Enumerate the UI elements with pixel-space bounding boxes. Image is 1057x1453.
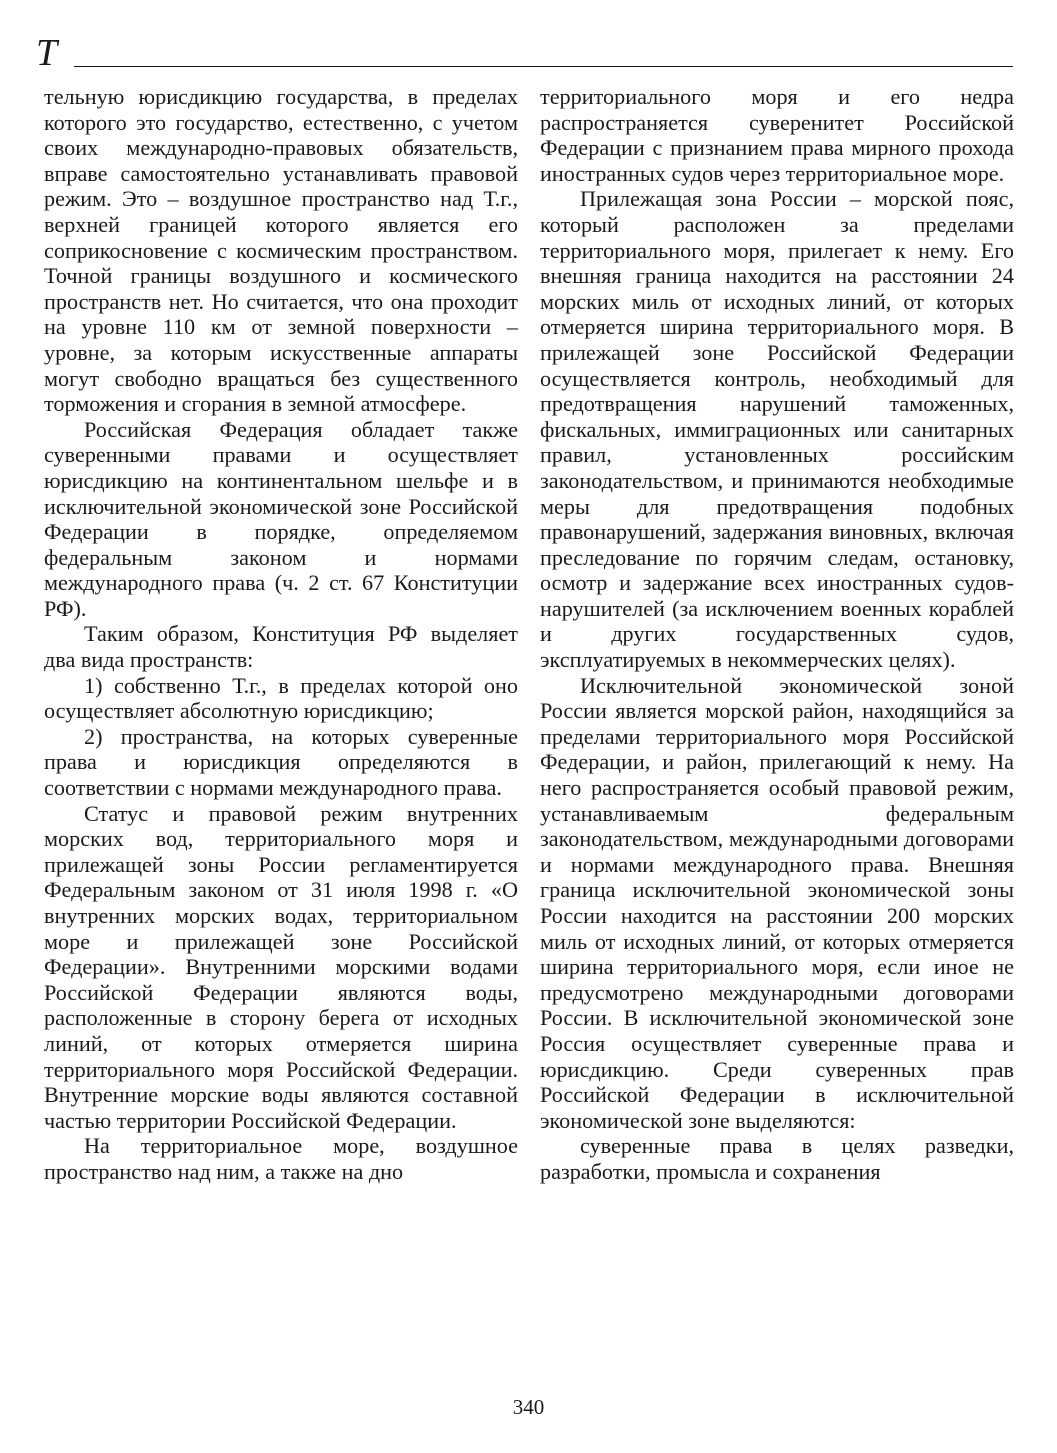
running-header-letter: Т bbox=[36, 32, 58, 74]
list-item: 1) собственно Т.г., в пределах которой оно осуществляет абсолютную юрисдикцию; bbox=[44, 672, 518, 724]
paragraph: суверенные права в целях разведки, разработки, промысла и сохранения bbox=[540, 1133, 1014, 1184]
paragraph: Статус и правовой режим внутренних морских вод, территориального моря и прилежащей зоны России регламентируется Федеральным законом от 31 июля 1998 г. «О внутренних морских водах, территориальном море и прилежащей зоне Российской Федерации». Внутренними морскими водами Российской Федерации являются воды, расположенные в сторону берега от исходных линий, от которых отмеряется ширина территориального моря Российской Федерации. Внутренние морские воды являются составной частью территории Российской Федерации. bbox=[44, 800, 518, 1133]
paragraph: На территориальное море, воздушное пространство над ним, а также на дно bbox=[44, 1133, 518, 1184]
paragraph: территориального моря и его недра распространяется суверенитет Российской Федерации с признанием права мирного прохода иностранных судов через территориальное море. bbox=[540, 84, 1014, 186]
paragraph: Исключительной экономической зоной России является морской район, находящийся за пределами территориального моря Российской Федерации, и район, прилегающий к нему. На него распространяется особый правовой режим, устанавливаемым федеральным законодательством, международными договорами и нормами международного права. Внешняя граница исключительной экономической зоны России находится на расстоянии 200 морских миль от исходных линий, от которых отмеряется ширина территориального моря, если иное не предусмотрено международными договорами России. В исключительной экономической зоне Россия осуществляет суверенные права и юрисдикцию. Среди суверенных прав Российской Федерации в исключительной экономической зоне выделяются: bbox=[540, 672, 1014, 1133]
paragraph: Российская Федерация обладает также суверенными правами и осуществляет юрисдикцию на континентальном шельфе и в исключительной экономической зоне Российской Федерации в порядке, определяемом федеральным законом и нормами международного права (ч. 2 ст. 67 Конституции РФ). bbox=[44, 416, 518, 621]
left-column bbox=[44, 84, 518, 1185]
paragraph: Прилежащая зона России – морской пояс, который расположен за пределами территориального моря, прилегает к нему. Его внешняя граница находится на расстоянии 24 морских миль от исходных линий, от которых отмеряется ширина территориального моря. В прилежащей зоне Российской Федерации осуществляется контроль, необходимый для предотвращения нарушений таможенных, фискальных, иммиграционных или санитарных правил, установленных российским законодательством, и принимаются необходимые меры для предотвращения подобных правонарушений, задержания виновных, включая преследование по горячим следам, остановку, осмотр и задержание всех иностранных судов-нарушителей (за исключением военных кораблей и других государственных судов, эксплуатируемых в некоммерческих целях). bbox=[540, 186, 1014, 673]
paragraph: Таким образом, Конституция РФ выделяет два вида пространств: bbox=[44, 621, 518, 673]
header-rule bbox=[74, 66, 1013, 67]
page-number: 340 bbox=[512, 1395, 545, 1419]
list-item: 2) пространства, на которых суверенные права и юрисдикция определяются в соответствии с нормами международного права. bbox=[44, 723, 518, 801]
paragraph: тельную юрисдикцию государства, в пределах которого это государство, естественно, с учетом своих международно-правовых обязательств, вправе самостоятельно устанавливать правовой режим. Это – воздушное пространство над Т.г., верхней границей которого является его соприкосновение с космическим пространством. Точной границы воздушного и космического пространств нет. Но считается, что она проходит на уровне 110 км от земной поверхности – уровне, за которым искусственные аппараты могут свободно вращаться без существенного торможения и сгорания в земной атмосфере. bbox=[44, 84, 518, 417]
right-column bbox=[540, 84, 1014, 1185]
